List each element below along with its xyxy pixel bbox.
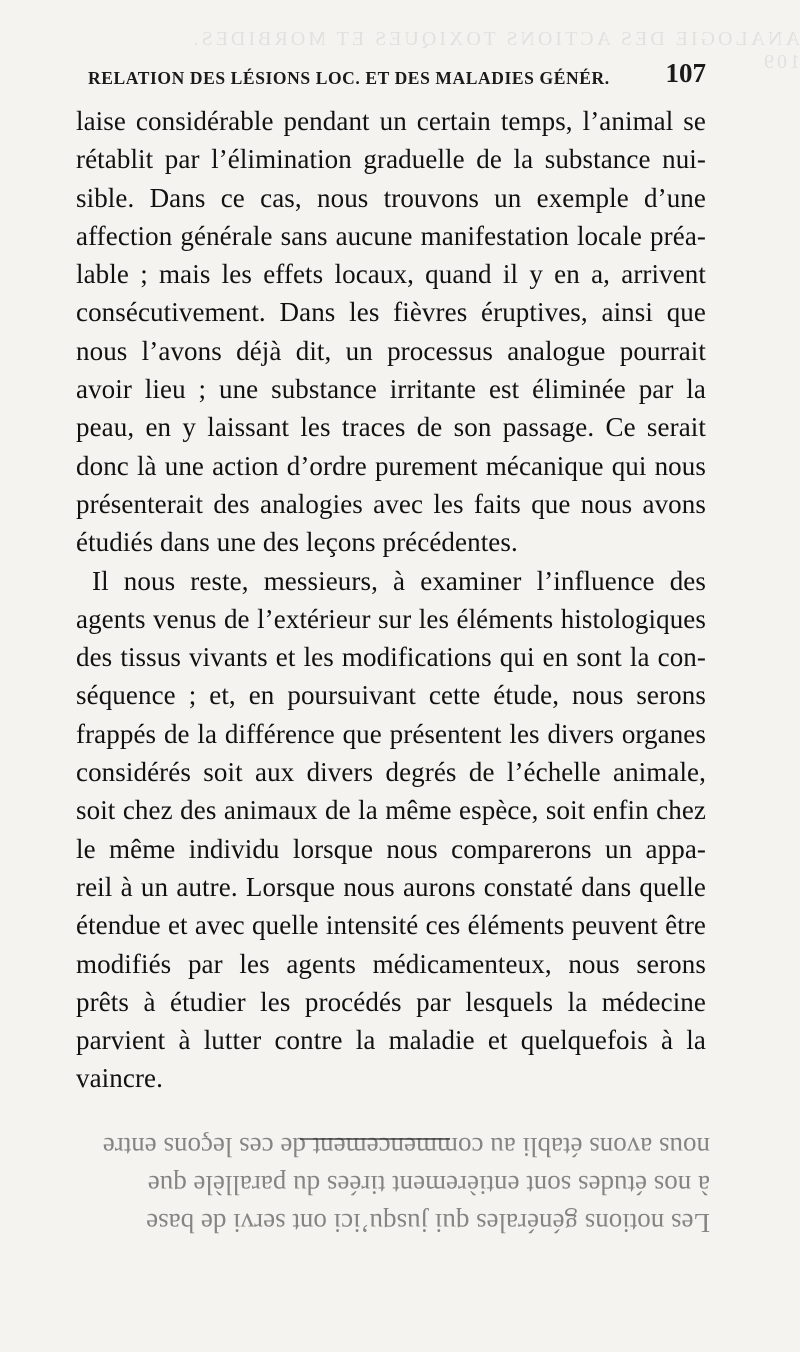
text-line: peau, en y laissant les traces de son passage. Ce serait <box>76 412 706 443</box>
text-line: des tissus vivants et les modifications qui en sont la con- <box>76 642 706 673</box>
text-line: reil à un autre. Lorsque nous aurons constaté dans quelle <box>76 871 706 902</box>
text-line: agents venus de l’extérieur sur les éléments histologiques <box>76 603 706 634</box>
text-line: le même individu lorsque nous comparerons un appa- <box>76 833 706 864</box>
page-number: 107 <box>665 58 706 88</box>
text-line: frappés de la différence que présentent les divers organes <box>76 718 706 749</box>
bleed-through-line: nous avons établi au commencement de ces leçons entre <box>102 1132 710 1162</box>
bleed-through-header: ANALOGIE DES ACTIONS TOXIQUES ET MORBIDES. 109 <box>190 28 800 73</box>
paragraph-end-line: vaincre. <box>76 1063 163 1094</box>
bleed-through-text <box>70 1128 710 1242</box>
body-text <box>76 102 706 1098</box>
text-line: rétablit par l’élimination graduelle de la substance nui- <box>76 144 706 175</box>
bleed-through-line: à nos études sont entièrement tirées du parallèle que <box>147 1170 710 1200</box>
text-line: modifiés par les agents médicamenteux, nous serons <box>76 948 706 979</box>
text-line: consécutivement. Dans les fièvres éruptives, ainsi que <box>76 297 706 328</box>
text-line: étendue et avec quelle intensité ces éléments peuvent être <box>76 910 706 941</box>
text-line: considérés soit aux divers degrés de l’échelle animale, <box>76 757 706 788</box>
page-header <box>88 58 708 92</box>
text-line: nous l’avons déjà dit, un processus analogue pourrait <box>76 335 706 366</box>
text-line: affection générale sans aucune manifestation locale préa- <box>76 220 706 251</box>
text-line: séquence ; et, en poursuivant cette étude, nous serons <box>76 680 706 711</box>
text-line: sible. Dans ce cas, nous trouvons un exemple d’une <box>76 182 706 213</box>
text-line: prêts à étudier les procédés par lesquels la médecine <box>76 986 706 1017</box>
text-line: parvient à lutter contre la maladie et quelquefois à la <box>76 1025 706 1056</box>
text-line: soit chez des animaux de la même espèce, soit enfin chez <box>76 795 706 826</box>
bleed-through-line: Les notions générales qui jusqu’ici ont servi de base <box>146 1208 710 1238</box>
text-line: laise considérable pendant un certain temps, l’animal se <box>76 106 706 136</box>
paragraph-start-line: Il nous reste, messieurs, à examiner l’influence des <box>92 565 706 596</box>
running-title: RELATION DES LÉSIONS LOC. ET DES MALADIES GÉNÉR. <box>88 68 610 88</box>
text-line: présenterait des analogies avec les faits que nous avons <box>76 488 706 519</box>
text-line: donc là une action d’ordre purement mécanique qui nous <box>76 450 706 481</box>
text-line: avoir lieu ; une substance irritante est éliminée par la <box>76 374 706 405</box>
text-line: lable ; mais les effets locaux, quand il y en a, arrivent <box>76 259 706 290</box>
paragraph-end-line: étudiés dans une des leçons précédentes. <box>76 527 518 558</box>
